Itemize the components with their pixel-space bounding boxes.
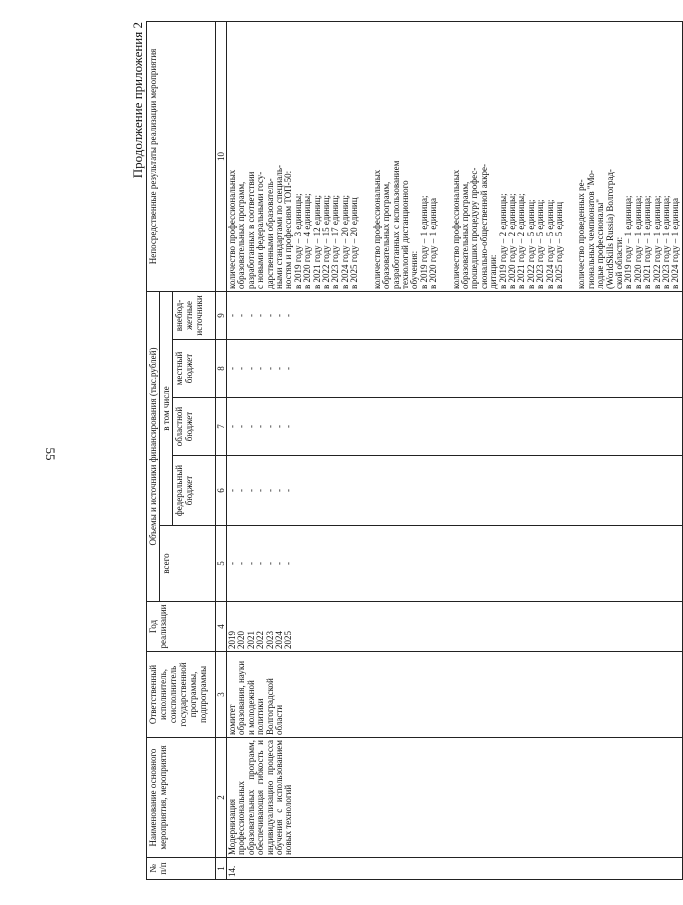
header-regional: областной бюджет bbox=[173, 398, 216, 456]
empty-value-dash: - bbox=[274, 367, 285, 370]
header-funding-group: Объемы и источники финансирования (тыс.рублей) bbox=[147, 291, 160, 601]
empty-value-dash: - bbox=[227, 562, 237, 565]
result-line: в 2024 году – 5 единиц; bbox=[544, 199, 555, 289]
result-block bbox=[373, 24, 439, 289]
empty-value-dash: - bbox=[264, 425, 275, 428]
empty-value-dash: - bbox=[274, 489, 285, 492]
result-line: в 2021 году – 12 единиц; bbox=[311, 194, 322, 289]
empty-value-dash: - bbox=[264, 313, 275, 317]
result-line: ской области: bbox=[614, 236, 625, 289]
regional-dashes bbox=[227, 398, 683, 456]
result-line: в 2021 году – 2 единицы; bbox=[516, 193, 527, 289]
result-line: в 2019 году – 1 единица; bbox=[418, 195, 429, 289]
column-number: 9 bbox=[216, 291, 227, 339]
column-number-row bbox=[216, 21, 227, 879]
result-line: дитации: bbox=[488, 254, 499, 289]
header-name: Наименование основного мероприятия, мероприятия bbox=[147, 738, 216, 858]
empty-value-dash: - bbox=[227, 313, 237, 317]
empty-value-dash: - bbox=[264, 489, 275, 492]
empty-value-dash: - bbox=[283, 425, 294, 428]
empty-value-dash: - bbox=[236, 562, 247, 565]
column-number: 10 bbox=[216, 21, 227, 291]
result-line: в 2022 году – 15 единиц; bbox=[321, 194, 332, 289]
result-line: образовательных программ, bbox=[236, 181, 247, 289]
table-caption: Продолжение приложения 2 bbox=[130, 22, 145, 179]
result-line: образовательных программ, bbox=[381, 181, 392, 289]
result-block bbox=[228, 24, 360, 289]
result-line: количество профессиональных bbox=[371, 169, 382, 289]
empty-value-dash: - bbox=[283, 562, 294, 565]
year-value: 2025 bbox=[283, 631, 294, 649]
result-line: ными стандартами по специаль- bbox=[274, 165, 285, 289]
empty-value-dash: - bbox=[255, 489, 266, 492]
results-cell bbox=[227, 21, 683, 291]
empty-value-dash: - bbox=[245, 425, 256, 428]
header-year: Год реализации bbox=[147, 602, 216, 652]
empty-value-dash: - bbox=[245, 489, 256, 492]
result-line: лодые профессионалы" bbox=[595, 199, 606, 289]
result-line: количество проведенных ре- bbox=[576, 179, 587, 289]
local-dashes bbox=[227, 340, 683, 398]
column-number: 1 bbox=[216, 858, 227, 880]
empty-value-dash: - bbox=[264, 367, 275, 370]
header-executor: Ответственный исполнитель, соисполнитель государственной программы, подпрограммы bbox=[147, 652, 216, 738]
result-line: в 2024 году – 20 единиц; bbox=[339, 194, 350, 289]
header-results: Непосредственные результаты реализации мероприятия bbox=[147, 21, 216, 291]
empty-value-dash: - bbox=[236, 425, 247, 428]
empty-value-dash: - bbox=[227, 425, 237, 428]
rotated-document bbox=[130, 20, 681, 880]
empty-value-dash: - bbox=[274, 562, 285, 565]
empty-value-dash: - bbox=[236, 367, 247, 370]
result-line: в 2023 году – 17 единиц; bbox=[330, 194, 341, 289]
empty-value-dash: - bbox=[245, 313, 256, 317]
empty-value-dash: - bbox=[255, 313, 266, 317]
extrabudget-dashes bbox=[227, 291, 683, 339]
result-line: в 2025 году – 20 единиц bbox=[349, 197, 360, 289]
year-value: 2020 bbox=[236, 631, 247, 649]
result-line: дарственными образователь- bbox=[264, 178, 275, 289]
year-value: 2022 bbox=[255, 631, 266, 649]
header-extrabudget: внебюд-жетные источники bbox=[173, 291, 216, 339]
empty-value-dash: - bbox=[255, 562, 266, 565]
column-number: 6 bbox=[216, 456, 227, 526]
empty-value-dash: - bbox=[227, 489, 237, 492]
header-federal: федеральный бюджет bbox=[173, 456, 216, 526]
empty-value-dash: - bbox=[255, 425, 266, 428]
empty-value-dash: - bbox=[245, 367, 256, 370]
page-number: 55 bbox=[43, 447, 58, 461]
federal-dashes bbox=[227, 456, 683, 526]
empty-value-dash: - bbox=[236, 313, 247, 317]
column-number: 5 bbox=[216, 526, 227, 602]
header-number: № п/п bbox=[147, 858, 216, 880]
header-local: местный бюджет bbox=[173, 340, 216, 398]
result-line: в 2020 году – 4 единицы; bbox=[302, 193, 313, 289]
year-value: 2021 bbox=[245, 631, 256, 649]
result-line: в 2020 году – 1 единица bbox=[428, 197, 439, 289]
result-line: в 2019 году – 2 единицы; bbox=[497, 193, 508, 289]
empty-value-dash: - bbox=[274, 313, 285, 317]
result-line: ностям и профессиям ТОП-50: bbox=[283, 170, 294, 289]
empty-value-dash: - bbox=[227, 367, 237, 370]
result-line: в 2022 году – 5 единиц; bbox=[525, 199, 536, 289]
result-line: разработанных с использованием bbox=[390, 160, 401, 289]
year-value: 2024 bbox=[274, 631, 285, 649]
result-line: в 2020 году – 1 единица; bbox=[632, 195, 643, 289]
result-line: технологий дистанционного bbox=[399, 180, 410, 289]
result-line: в 2023 году – 1 единица; bbox=[661, 195, 672, 289]
measure-name: Модернизация профессиональных образовательных программ, обеспечивающая гибкость и индивидуализацию процесса обучения с использованием новых технологий bbox=[227, 738, 683, 858]
empty-value-dash: - bbox=[264, 562, 275, 565]
header-in-that-number: в том числе bbox=[160, 291, 173, 525]
result-line: в 2019 году – 1 единица; bbox=[623, 195, 634, 289]
column-number: 8 bbox=[216, 340, 227, 398]
result-line: гиональных чемпионатов "Мо- bbox=[585, 170, 596, 289]
result-line: в 2023 году – 5 единиц; bbox=[535, 199, 546, 289]
financing-table bbox=[146, 21, 683, 880]
year-value: 2019 bbox=[227, 631, 237, 649]
result-line: в 2019 году – 3 единицы; bbox=[292, 193, 303, 289]
total-dashes bbox=[227, 526, 683, 602]
row-number: 14. bbox=[227, 858, 683, 880]
empty-value-dash: - bbox=[283, 367, 294, 370]
responsible-executor: комитет образования, науки и молодежной политики Волгоградской области bbox=[227, 652, 683, 738]
result-line: с новыми федеральными госу- bbox=[255, 171, 266, 289]
result-line: в 2022 году – 1 единица; bbox=[651, 195, 662, 289]
header-row-1 bbox=[147, 21, 160, 879]
result-line: количество профессиональных bbox=[227, 169, 237, 289]
result-block bbox=[577, 24, 680, 289]
empty-value-dash: - bbox=[283, 313, 294, 317]
result-line: сионально-общественной аккре- bbox=[478, 164, 489, 289]
result-line: прошедших процедуру профес- bbox=[469, 167, 480, 289]
column-number: 7 bbox=[216, 398, 227, 456]
empty-value-dash: - bbox=[245, 562, 256, 565]
empty-value-dash: - bbox=[255, 367, 266, 370]
years-cell bbox=[227, 602, 683, 652]
column-number: 4 bbox=[216, 602, 227, 652]
empty-value-dash: - bbox=[236, 489, 247, 492]
result-line: (WorldSkills Russia) Волгоград- bbox=[604, 169, 615, 289]
result-line: в 2021 году – 1 единица; bbox=[642, 195, 653, 289]
table-row bbox=[227, 21, 683, 879]
empty-value-dash: - bbox=[283, 489, 294, 492]
result-line: обучения: bbox=[409, 250, 420, 289]
column-number: 3 bbox=[216, 652, 227, 738]
empty-value-dash: - bbox=[274, 425, 285, 428]
result-block bbox=[452, 24, 565, 289]
result-line: в 2020 году – 2 единицы; bbox=[506, 193, 517, 289]
result-line: разработанных в соответствии bbox=[245, 171, 256, 289]
result-line: количество профессиональных bbox=[450, 169, 461, 289]
result-line: в 2025 году – 5 единиц bbox=[554, 201, 564, 289]
result-line: в 2024 году – 1 единица bbox=[670, 197, 681, 289]
header-total: всего bbox=[160, 526, 216, 602]
column-number: 2 bbox=[216, 738, 227, 858]
result-line: образовательных программ, bbox=[459, 181, 470, 289]
year-value: 2023 bbox=[264, 631, 275, 649]
